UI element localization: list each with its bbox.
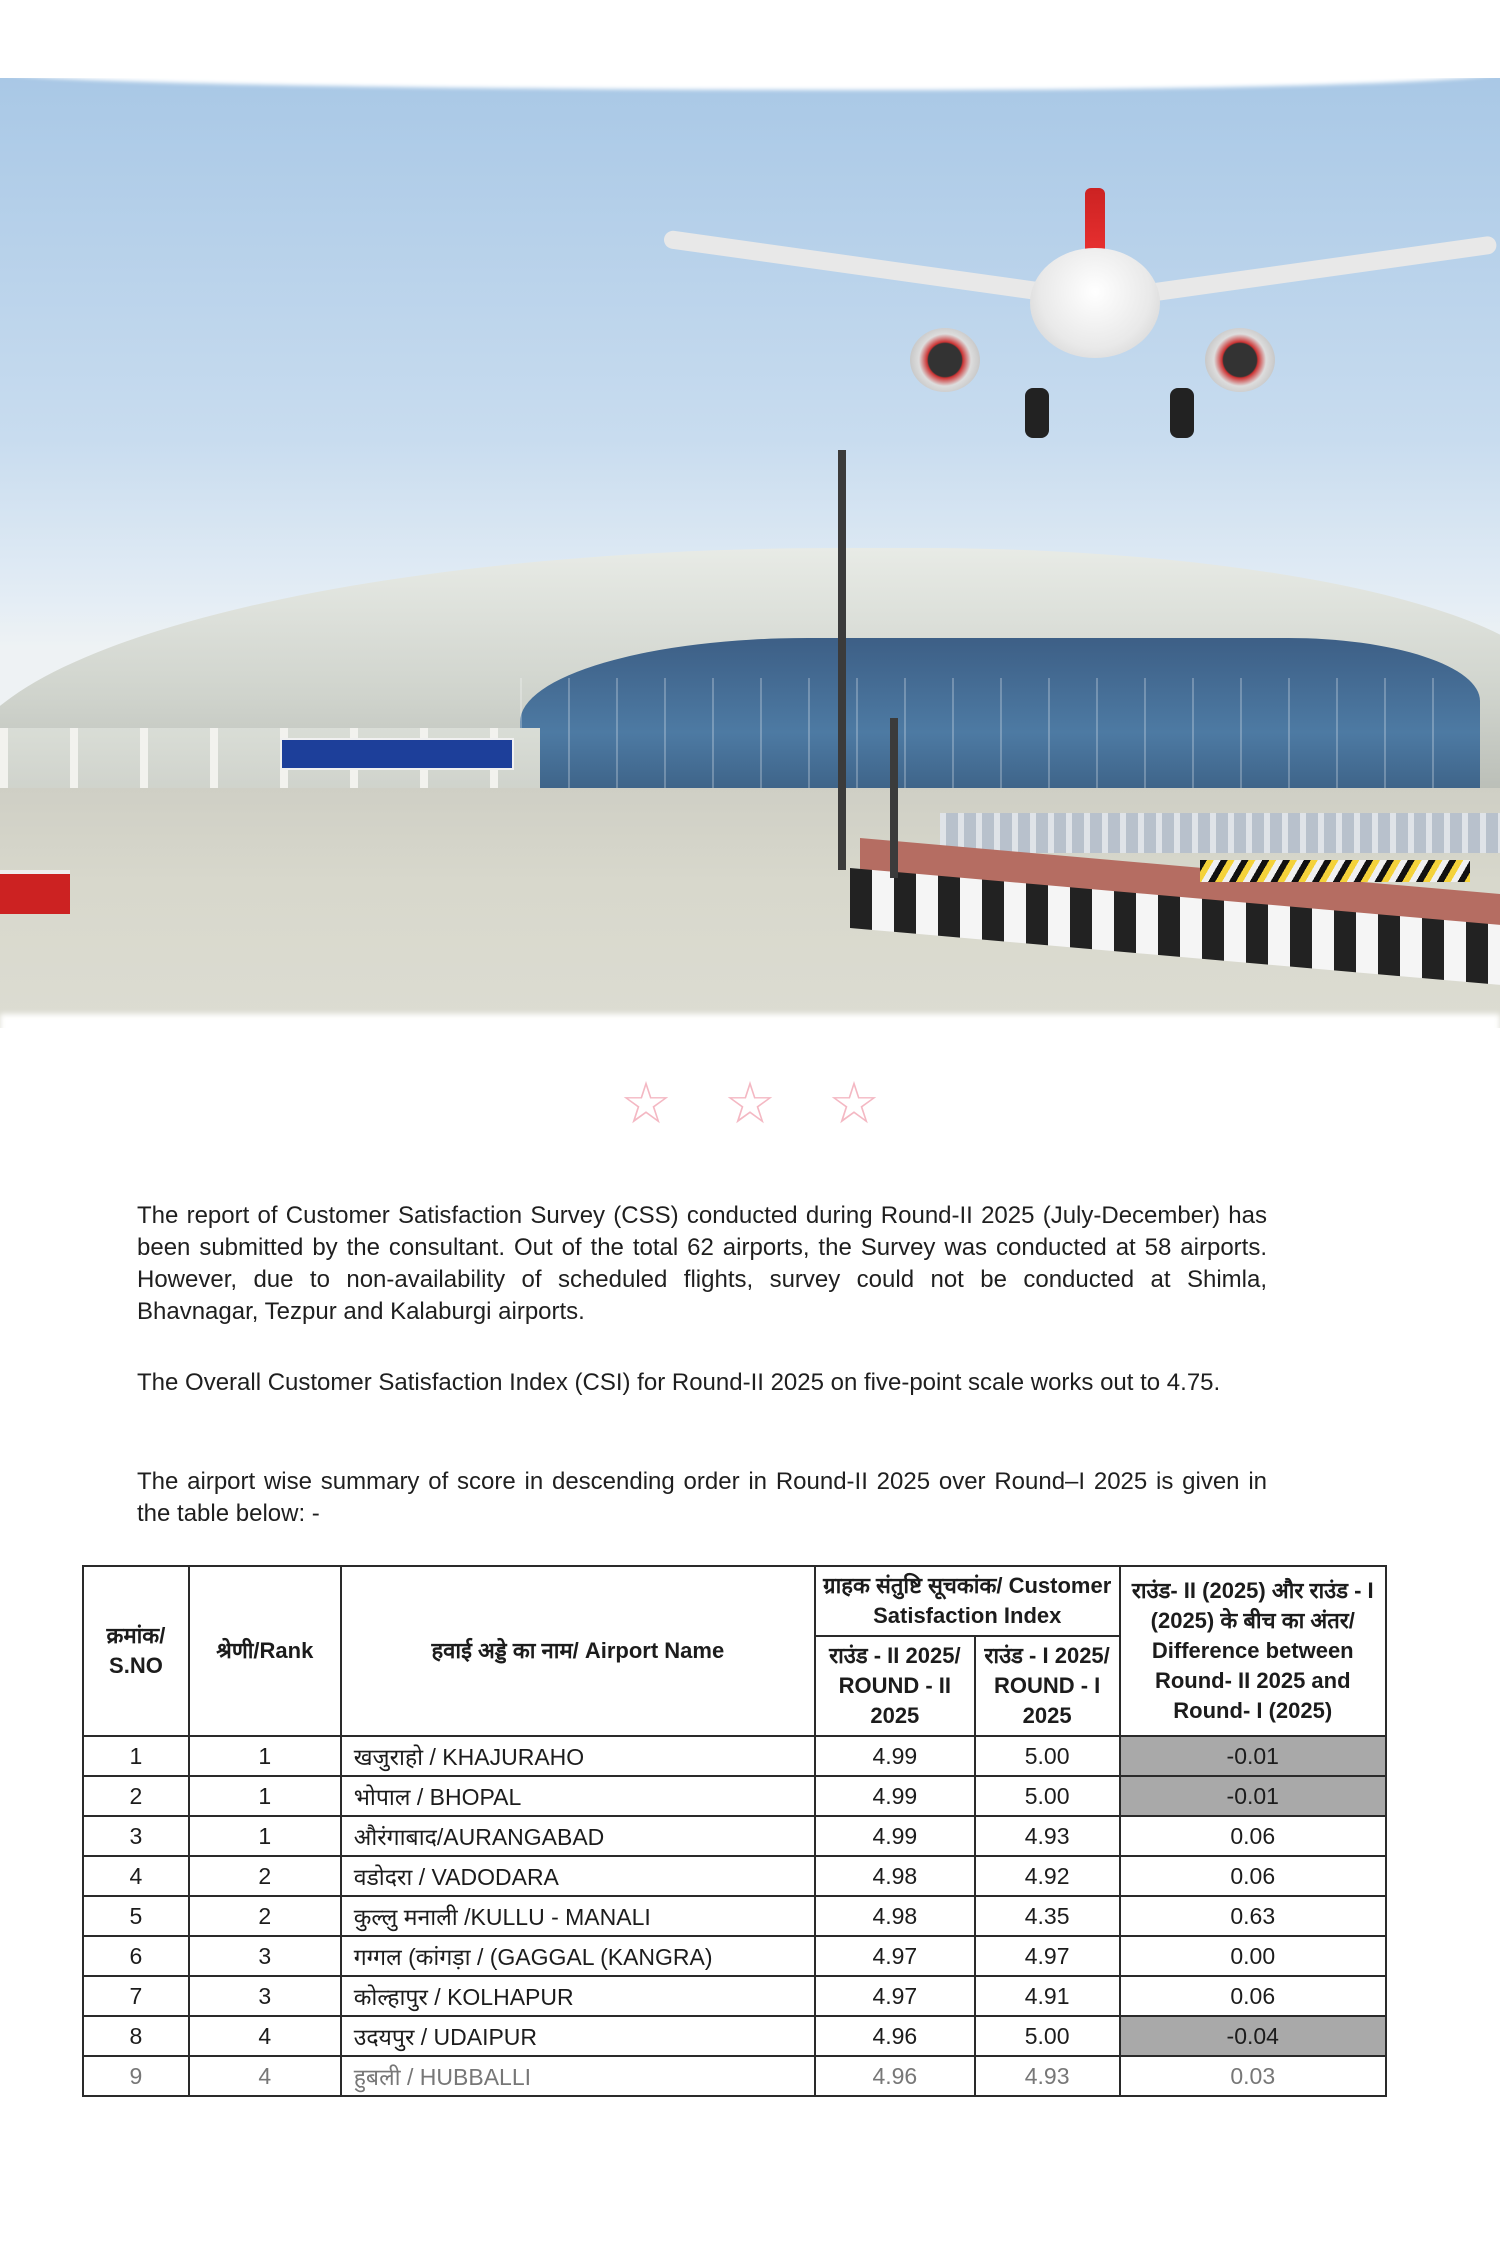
plane-left-wing	[663, 230, 1081, 306]
cell-airport-name: हुबली / HUBBALLI	[341, 2056, 815, 2096]
cell-round-2: 4.97	[815, 1936, 975, 1976]
cell-difference: -0.01	[1120, 1736, 1386, 1776]
cell-rank: 3	[189, 1936, 341, 1976]
header-sno: क्रमांक/ S.NO	[83, 1566, 189, 1736]
cell-sno: 3	[83, 1816, 189, 1856]
star-icon: ☆	[724, 1069, 776, 1137]
cell-rank: 1	[189, 1816, 341, 1856]
airplane-icon	[660, 188, 1500, 448]
cell-sno: 6	[83, 1936, 189, 1976]
cell-airport-name: औरंगाबाद/AURANGABAD	[341, 1816, 815, 1856]
cell-round-1: 5.00	[975, 2016, 1120, 2056]
terminal-signboard	[280, 738, 514, 770]
cell-round-2: 4.98	[815, 1856, 975, 1896]
cell-round-2: 4.99	[815, 1736, 975, 1776]
cell-rank: 4	[189, 2016, 341, 2056]
cell-airport-name: कुल्लु मनाली /KULLU - MANALI	[341, 1896, 815, 1936]
plane-engine-right	[1205, 328, 1275, 392]
decorative-stars	[620, 1068, 880, 1138]
header-airport-name: हवाई अड्डे का नाम/ Airport Name	[341, 1566, 815, 1736]
lamp-post	[890, 718, 898, 878]
cell-sno: 4	[83, 1856, 189, 1896]
cell-rank: 2	[189, 1896, 341, 1936]
cell-round-2: 4.99	[815, 1776, 975, 1816]
cell-round-2: 4.96	[815, 2056, 975, 2096]
cell-rank: 1	[189, 1736, 341, 1776]
header-round-2: राउंड - II 2025/ ROUND - II 2025	[815, 1636, 975, 1736]
report-paragraph-overall-csi: The Overall Customer Satisfaction Index (CSI) for Round-II 2025 on five-point scale works out to 4.75.	[137, 1369, 1221, 1396]
cell-difference: 0.06	[1120, 1816, 1386, 1856]
cell-difference: 0.00	[1120, 1936, 1386, 1976]
cell-difference: -0.01	[1120, 1776, 1386, 1816]
cell-sno: 5	[83, 1896, 189, 1936]
csi-table-body	[83, 1736, 1386, 2096]
elevated-bridge	[940, 813, 1500, 853]
cell-round-2: 4.99	[815, 1816, 975, 1856]
cell-airport-name: भोपाल / BHOPAL	[341, 1776, 815, 1816]
table-row	[83, 1896, 1386, 1936]
cell-difference: 0.06	[1120, 1856, 1386, 1896]
cell-round-1: 4.92	[975, 1856, 1120, 1896]
cell-sno: 7	[83, 1976, 189, 2016]
cell-difference: -0.04	[1120, 2016, 1386, 2056]
table-row	[83, 2016, 1386, 2056]
table-row	[83, 1776, 1386, 1816]
header-difference: राउंड- II (2025) और राउंड - I (2025) के बीच का अंतर/ Difference between Round- II 2025 and Round- I (2025)	[1120, 1566, 1386, 1736]
plane-landing-gear	[1025, 388, 1049, 438]
report-paragraph-table-intro: The airport wise summary of score in descending order in Round-II 2025 over Round–I 2025 is given in the table below: -	[137, 1468, 1267, 1527]
cell-rank: 2	[189, 1856, 341, 1896]
red-barrier	[0, 870, 70, 914]
report-paragraph-survey: The report of Customer Satisfaction Survey (CSS) conducted during Round-II 2025 (July-December) has been submitted by the consultant. Out of the total 62 airports, the Survey was conducted at 58 airports. However, due to non-availability of scheduled flights, survey could not be conducted at Shimla, Bhavnagar, Tezpur and Kalaburgi airports.	[137, 1202, 1267, 1325]
table-row	[83, 1736, 1386, 1776]
cell-round-1: 5.00	[975, 1776, 1120, 1816]
cell-sno: 1	[83, 1736, 189, 1776]
plane-right-wing	[1119, 235, 1498, 306]
cell-difference: 0.63	[1120, 1896, 1386, 1936]
cell-sno: 8	[83, 2016, 189, 2056]
cell-round-1: 4.93	[975, 2056, 1120, 2096]
star-icon: ☆	[828, 1069, 880, 1137]
cell-sno: 2	[83, 1776, 189, 1816]
star-icon: ☆	[620, 1069, 672, 1137]
torn-edge-top	[0, 78, 1500, 90]
cell-airport-name: खजुराहो / KHAJURAHO	[341, 1736, 815, 1776]
cell-airport-name: गग्गल (कांगड़ा / (GAGGAL (KANGRA)	[341, 1936, 815, 1976]
cell-rank: 1	[189, 1776, 341, 1816]
cell-airport-name: कोल्हापुर / KOLHAPUR	[341, 1976, 815, 2016]
table-row	[83, 1816, 1386, 1856]
lamp-post	[838, 450, 846, 870]
cell-difference: 0.03	[1120, 2056, 1386, 2096]
plane-fuselage	[1030, 248, 1160, 358]
plane-landing-gear	[1170, 388, 1194, 438]
cell-difference: 0.06	[1120, 1976, 1386, 2016]
cell-rank: 4	[189, 2056, 341, 2096]
plane-engine-left	[910, 328, 980, 392]
cell-round-2: 4.97	[815, 1976, 975, 2016]
page-fade	[60, 2160, 1410, 2260]
table-row	[83, 1936, 1386, 1976]
cell-airport-name: वडोदरा / VADODARA	[341, 1856, 815, 1896]
cell-sno: 9	[83, 2056, 189, 2096]
cell-round-2: 4.98	[815, 1896, 975, 1936]
torn-edge-bottom	[0, 1014, 1500, 1028]
cell-round-1: 4.93	[975, 1816, 1120, 1856]
cell-round-1: 4.35	[975, 1896, 1120, 1936]
csi-table	[82, 1565, 1387, 2097]
header-round-1: राउंड - I 2025/ ROUND - I 2025	[975, 1636, 1120, 1736]
cell-round-1: 5.00	[975, 1736, 1120, 1776]
cell-rank: 3	[189, 1976, 341, 2016]
cell-airport-name: उदयपुर / UDAIPUR	[341, 2016, 815, 2056]
header-csi-group: ग्राहक संतुष्टि सूचकांक/ Customer Satisfaction Index	[815, 1566, 1120, 1636]
header-rank: श्रेणी/Rank	[189, 1566, 341, 1736]
cell-round-1: 4.91	[975, 1976, 1120, 2016]
cell-round-2: 4.96	[815, 2016, 975, 2056]
chevron-sign	[1200, 860, 1470, 882]
airport-photo	[0, 78, 1500, 1028]
cell-round-1: 4.97	[975, 1936, 1120, 1976]
table-row	[83, 2056, 1386, 2096]
table-row	[83, 1856, 1386, 1896]
table-row	[83, 1976, 1386, 2016]
